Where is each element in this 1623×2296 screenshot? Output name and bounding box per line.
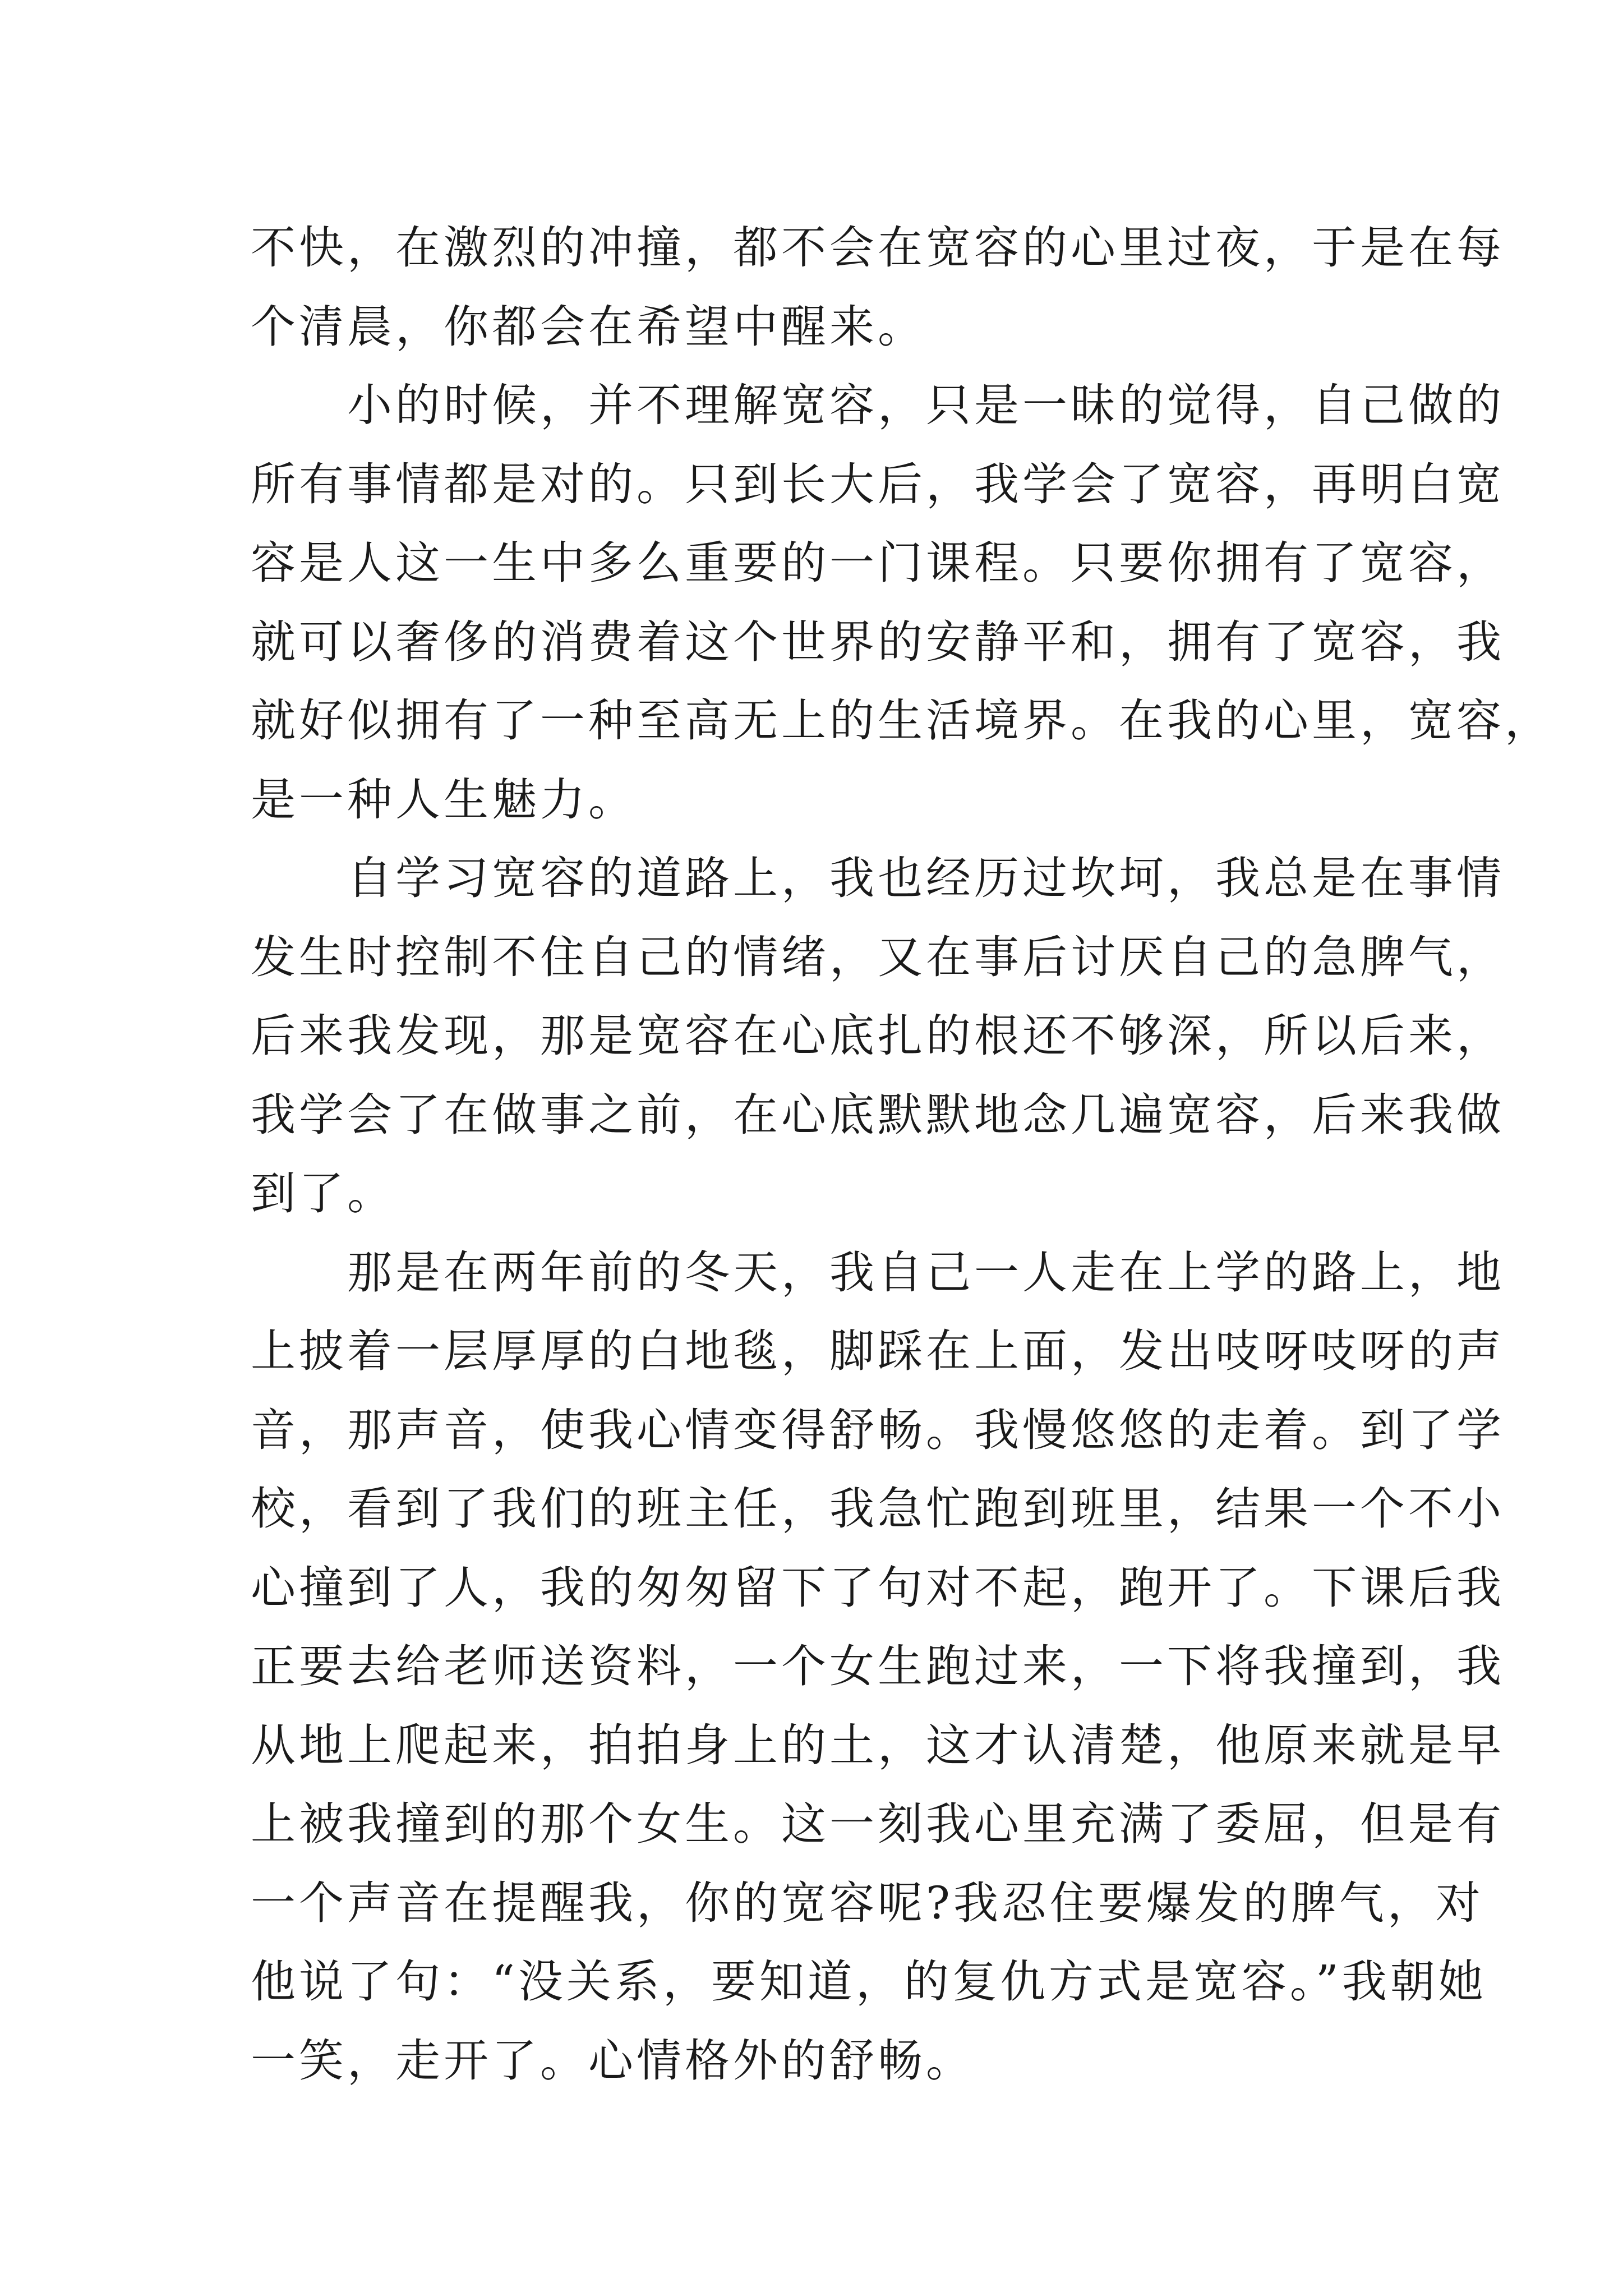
essay-body: [251, 209, 1553, 2100]
text-line: 是一种人生魅力。: [251, 773, 637, 826]
text-line: 不快，在激烈的冲撞，都不会在宽容的心里过夜，于是在每: [251, 222, 1505, 274]
text-line: 一笑，走开了。心情格外的舒畅。: [251, 2034, 974, 2087]
text-line: 容是人这一生中多么重要的一门课程。只要你拥有了宽容，: [251, 537, 1505, 589]
text-line: 小的时候，并不理解宽容，只是一昧的觉得，自己做的: [251, 379, 1505, 431]
text-line: 心撞到了人，我的匆匆留下了句对不起，跑开了。下课后我: [251, 1561, 1505, 1614]
text-line: 自学习宽容的道路上，我也经历过坎坷，我总是在事情: [251, 852, 1505, 904]
text-line: 后来我发现，那是宽容在心底扎的根还不够深，所以后来，: [251, 1010, 1505, 1062]
text-line: 正要去给老师送资料，一个女生跑过来，一下将我撞到，我: [251, 1640, 1505, 1692]
text-line: 一个声音在提醒我，你的宽容呢?我忍住要爆发的脾气，对: [251, 1876, 1484, 1929]
text-line: 所有事情都是对的。只到长大后，我学会了宽容，再明白宽: [251, 458, 1505, 510]
text-line: 音，那声音，使我心情变得舒畅。我慢悠悠的走着。到了学: [251, 1404, 1505, 1456]
text-line: 从地上爬起来，拍拍身上的土，这才认清楚，他原来就是早: [251, 1719, 1505, 1772]
text-line: 就好似拥有了一种至高无上的生活境界。在我的心里，宽容，: [251, 694, 1553, 747]
text-line: 上披着一层厚厚的白地毯，脚踩在上面，发出吱呀吱呀的声: [251, 1325, 1505, 1377]
text-line: 他说了句：“没关系，要知道，的复仇方式是宽容。”我朝她: [251, 1955, 1487, 2008]
text-line: 那是在两年前的冬天，我自己一人走在上学的路上，地: [251, 1246, 1505, 1299]
text-line: 我学会了在做事之前，在心底默默地念几遍宽容，后来我做: [251, 1088, 1505, 1141]
text-line: 就可以奢侈的消费着这个世界的安静平和，拥有了宽容，我: [251, 615, 1505, 668]
text-line: 个清晨，你都会在希望中醒来。: [251, 300, 926, 353]
text-line: 校，看到了我们的班主任，我急忙跑到班里，结果一个不小: [251, 1483, 1505, 1535]
text-line: 到了。: [251, 1167, 395, 1220]
text-line: 上被我撞到的那个女生。这一刻我心里充满了委屈，但是有: [251, 1798, 1505, 1850]
text-line: 发生时控制不住自己的情绪，又在事后讨厌自己的急脾气，: [251, 931, 1505, 983]
